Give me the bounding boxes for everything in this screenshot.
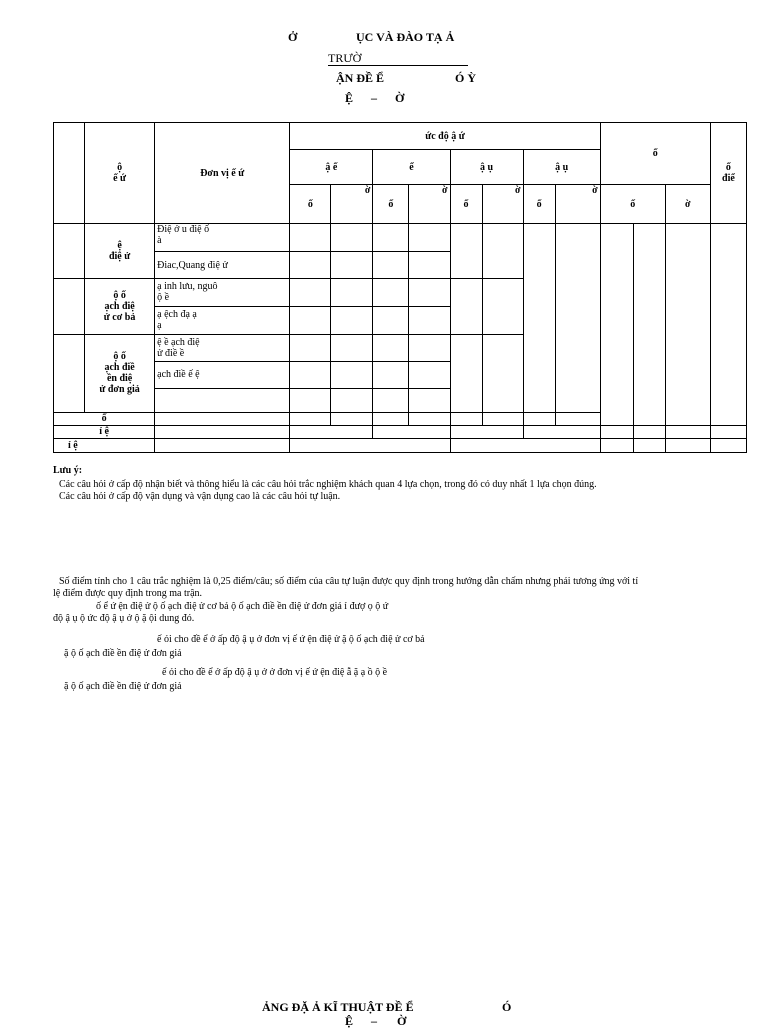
table-row (54, 224, 747, 252)
head-don-vi: Đơn vị ế ứ (155, 123, 290, 224)
head-stt (54, 123, 85, 224)
cell-don-vi-2-1: ạ inh lưu, nguô ộ ề (155, 279, 290, 306)
header-line4-mid: – (371, 91, 377, 105)
head-van-dung: ậ ụ (450, 150, 523, 185)
para-2-line-1: ố ể ứ ện điệ ử ộ ố ạch điệ ử cơ bả ộ ố ạch điề ền điệ ử đơn giả ỉ đượ ọ ộ ứ (96, 601, 389, 612)
head-tong: ổ (600, 123, 710, 185)
footer-line2-left: Ệ (345, 1014, 354, 1028)
matrix-table (53, 122, 747, 453)
cell-stt-2 (54, 279, 85, 334)
head-tong-so: ố (600, 185, 665, 224)
cell-noi-dung-1: ệ điệ ử (85, 224, 155, 279)
footer-line2-right: Ờ (397, 1014, 407, 1028)
header-line1-right: ỤC VÀ ĐÀO TẠ Ả (356, 30, 455, 44)
head-vdc-so: ố (523, 185, 555, 224)
notes-line-1: Các câu hỏi ở cấp độ nhận biết và thông hiểu là các câu hỏi trắc nghiệm khách quan 4 lựa chọn, trong đó có duy nhất 1 lựa chọn đúng. (59, 479, 597, 490)
cell-don-vi-2-2: ạ ệch đạ ạ ạ (155, 306, 290, 334)
para-2-line-2: độ ậ ụ ộ ức độ ậ ụ ở ộ ặ ội dung đó. (53, 613, 195, 624)
header-line3-left: ẬN ĐỀ Ể (336, 71, 385, 85)
head-nb-so: ố (290, 185, 331, 224)
para-1-line-1: Số điểm tính cho 1 câu trắc nghiệm là 0,25 điểm/câu; số điểm của câu tự luận được quy định trong hướng dẫn chấm nhưng phải tương ứng với tỉ (59, 576, 639, 587)
head-muc-do: ức độ ậ ứ (290, 123, 600, 150)
head-th-tg: ờ (409, 185, 450, 224)
header-underline (328, 65, 468, 66)
head-nb-tg: ờ (331, 185, 373, 224)
header-line1-left: Ở (288, 30, 298, 44)
para-3-line-1: ế ỏi cho đề ể ở ấp độ ậ ụ ở đơn vị ế ứ ện điệ ử ặ ộ ố ạch điệ ử cơ bả (157, 634, 425, 645)
head-nhan-biet: ậ ế (290, 150, 373, 185)
header-line4-right: Ờ (395, 91, 405, 105)
head-thong-hieu: ể (373, 150, 450, 185)
header-line4-left: Ệ (345, 91, 354, 105)
head-tong-tg: ờ (665, 185, 710, 224)
para-1-line-2: lệ điểm được quy định trong ma trận. (53, 588, 203, 599)
header-line3-right: Ó Ỳ (455, 71, 476, 85)
head-van-dung-cao: ậ ụ (523, 150, 600, 185)
cell-stt-3 (54, 334, 85, 412)
summary-row (54, 425, 747, 438)
table-header-row-1 (54, 123, 747, 150)
cell-don-vi-1-1: Điệ ở u điệ ố à (155, 224, 290, 252)
notes-title: Lưu ý: (53, 465, 83, 476)
head-vdc-tg: ờ (555, 185, 600, 224)
footer-line1-left: ẢNG ĐẶ Ả KĨ THUẬT ĐỀ Ể (262, 1000, 414, 1014)
cell-don-vi-3-2: ạch điề ế ệ (155, 361, 290, 388)
cell-noi-dung-3: ộ ố ạch điề ền điệ ử đơn giả (85, 334, 155, 412)
para-4-line-2: ặ ộ ố ạch điề ền điệ ử đơn giả (64, 681, 182, 692)
cell-don-vi-1-2: Điac,Quang điệ ử (155, 252, 290, 279)
cell-stt-1 (54, 224, 85, 279)
summary-row (54, 438, 747, 452)
footer-line2-mid: – (371, 1014, 377, 1028)
head-tong-diem: ổ điể (710, 123, 746, 224)
head-vd-so: ố (450, 185, 482, 224)
cell-don-vi-3-3 (155, 388, 290, 412)
head-vd-tg: ờ (482, 185, 523, 224)
summary-label-2: ỉ ệ (54, 425, 155, 438)
summary-label-3: ỉ ệ (54, 438, 155, 452)
notes-line-2: Các câu hỏi ở cấp độ vận dụng và vận dụng cao là các câu hỏi tự luận. (59, 491, 341, 502)
cell-don-vi-3-1: ệ ề ạch điệ ử điề ề (155, 334, 290, 361)
para-4-line-1: ế ỏi cho đề ể ở ấp độ ậ ụ ở ở đơn vị ế ứ ện điệ ẫ ặ ạ ồ ộ ề (162, 667, 388, 678)
header-line2: TRƯỜ (328, 51, 362, 65)
para-3-line-2: ặ ộ ố ạch điề ền điệ ử đơn giả (64, 648, 182, 659)
footer-line1-right: Ó (502, 1000, 512, 1014)
cell-noi-dung-2: ộ ố ạch điệ ử cơ bả (85, 279, 155, 334)
head-noi-dung: ộ ế ứ (85, 123, 155, 224)
head-th-so: ố (373, 185, 409, 224)
summary-label-1: ố (54, 412, 155, 425)
